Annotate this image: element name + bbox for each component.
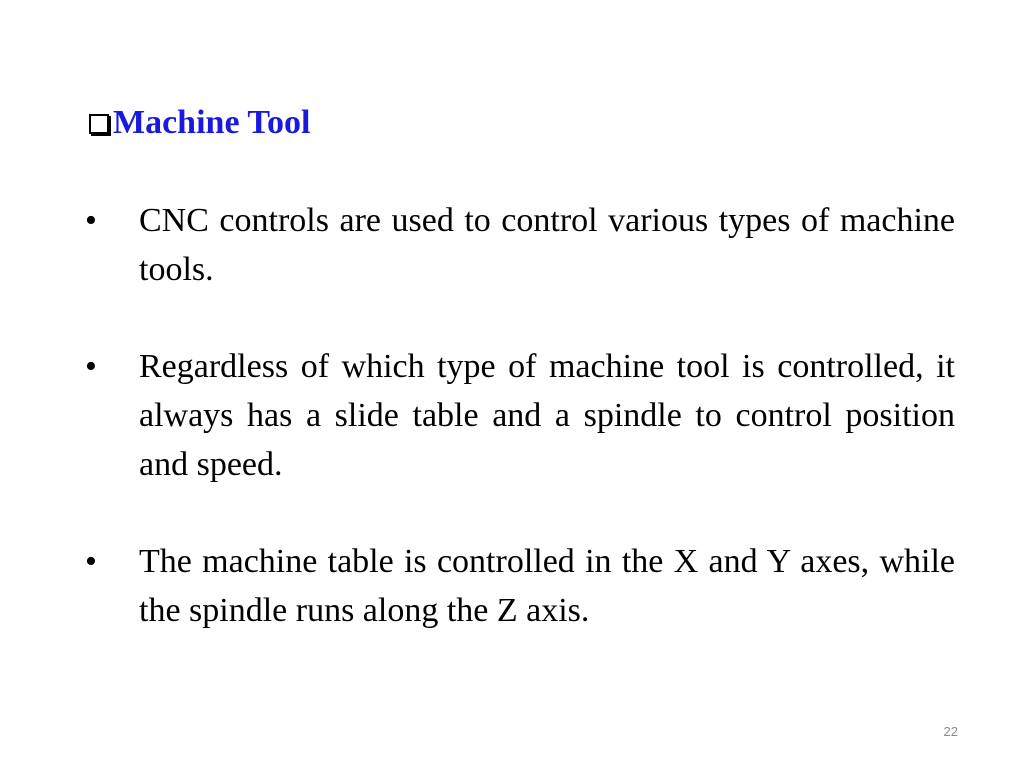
bullet-marker: • xyxy=(85,543,97,580)
slide-title xyxy=(89,104,310,142)
list-item xyxy=(85,196,955,294)
bullet-marker: • xyxy=(85,348,97,385)
slide-title-text: Machine Tool xyxy=(113,104,311,141)
bullet-text: CNC controls are used to control various types of machine tools. xyxy=(139,202,955,288)
bullet-text: The machine table is controlled in the X and Y axes, while the spindle runs along the Z axis. xyxy=(139,543,955,629)
list-item xyxy=(85,342,955,489)
list-item xyxy=(85,537,955,635)
bullet-marker: • xyxy=(85,202,97,239)
bullet-text: Regardless of which type of machine tool is controlled, it always has a slide table and a spindle to control position and speed. xyxy=(139,348,955,483)
hollow-square-bullet-icon xyxy=(89,114,109,134)
page-number: 22 xyxy=(943,724,958,739)
bullet-list xyxy=(85,196,955,683)
